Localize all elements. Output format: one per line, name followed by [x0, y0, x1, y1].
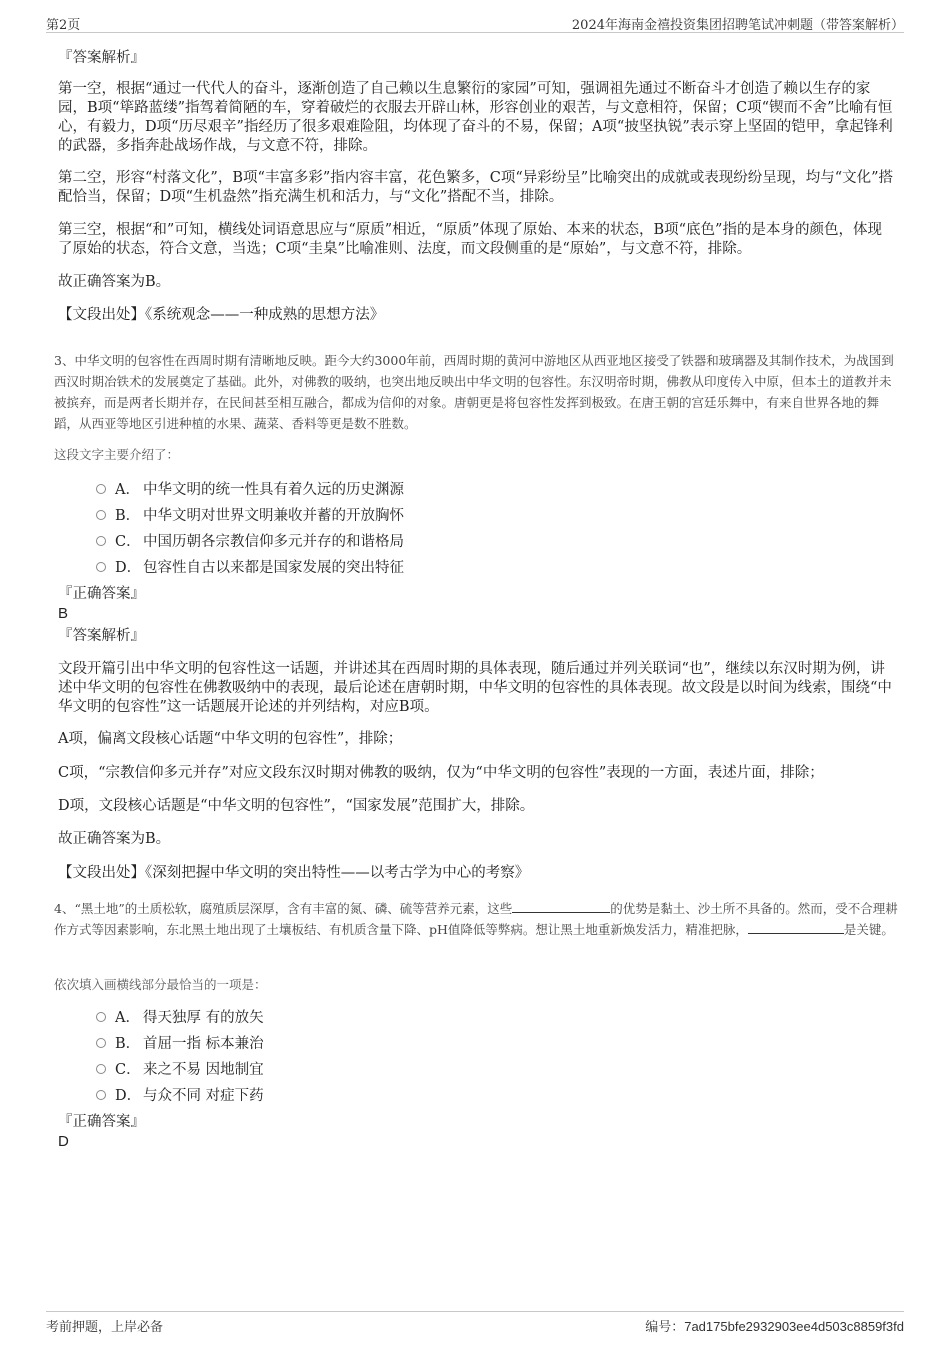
radio-icon[interactable]	[96, 484, 106, 494]
option-letter: A．	[115, 1010, 140, 1026]
option-text: 与众不同 对症下药	[143, 1088, 264, 1104]
option-a[interactable]	[96, 480, 404, 500]
option-d[interactable]	[96, 558, 404, 578]
source-citation: 【文段出处】《系统观念——一种成熟的思想方法》	[58, 307, 385, 323]
code-label: 编号：	[645, 1320, 685, 1335]
option-b[interactable]	[96, 1034, 264, 1054]
option-c[interactable]	[96, 1060, 264, 1080]
page-number: 第2页	[46, 18, 81, 33]
option-text: 中华文明的统一性具有着久远的历史渊源	[143, 482, 404, 498]
fill-blank-2	[748, 920, 844, 934]
stem-text: 是关键。	[843, 922, 894, 937]
analysis-paragraph: 第二空，形容“村落文化”，B项“丰富多彩”指内容丰富，花色繁多，C项“异彩纷呈”比喻突出的成就或表现纷纷呈现，均与“文化”搭配恰当，保留；D项“生机盎然”指充满生机和活力，与“文化”搭配不当，排除。	[58, 170, 894, 205]
question-prompt: 依次填入画横线部分最恰当的一项是：	[54, 977, 267, 992]
correct-answer: B	[58, 605, 69, 622]
option-b[interactable]	[96, 506, 404, 526]
option-text: 首屈一指 标本兼治	[143, 1036, 264, 1052]
correct-answer-label: 『正确答案』	[58, 586, 145, 602]
analysis-paragraph: C项，“宗教信仰多元并存”对应文段东汉时期对佛教的吸纳，仅为“中华文明的包容性”表现的一方面，表述片面，排除；	[58, 765, 824, 781]
option-letter: D．	[115, 1088, 142, 1104]
stem-text: 4、“黑土地”的土质松软，腐殖质层深厚，含有丰富的氮、磷、硫等营养元素，这些	[54, 901, 513, 916]
radio-icon[interactable]	[96, 1038, 106, 1048]
radio-icon[interactable]	[96, 562, 106, 572]
option-a[interactable]	[96, 1008, 264, 1028]
analysis-label: 『答案解析』	[58, 628, 145, 644]
document-title: 2024年海南金禧投资集团招聘笔试冲刺题（带答案解析）	[571, 18, 904, 33]
option-text: 中国历朝各宗教信仰多元并存的和谐格局	[143, 534, 404, 550]
option-text: 得天独厚 有的放矢	[143, 1010, 264, 1026]
page-header	[46, 10, 904, 33]
analysis-paragraph: 第一空，根据“通过一代代人的奋斗，逐渐创造了自己赖以生息繁衍的家园”可知，强调祖先通过不断奋斗才创造了赖以生存的家园，B项“筚路蓝缕”指驾着简陋的车，穿着破烂的衣服去开辟山林，形容创业的艰苦，与文意相符，保留；C项“锲而不舍”比喻有恒心，有毅力，D项“历尽艰辛”指经历了很多艰难险阻，均体现了奋斗的不易，保留；A项“披坚执锐”表示穿上坚固的铠甲，拿起锋利的武器，多指奔赴战场作战，与文意不符，排除。	[58, 81, 893, 154]
radio-icon[interactable]	[96, 1012, 106, 1022]
radio-icon[interactable]	[96, 1064, 106, 1074]
conclusion-text: 故正确答案为B。	[58, 831, 171, 847]
footer-slogan: 考前押题，上岸必备	[46, 1320, 164, 1335]
stem-text: 的优势是黏土、沙土所不具备的。然而，受不合理耕作方式等因素影响，东北黑土地出现了土壤板结、有机质含量下降、pH值降低等弊病。想让黑土地重新焕发活力，精准把脉，	[54, 901, 898, 937]
question-stem	[54, 898, 900, 940]
code-value: 7ad175bfe2932903ee4d503c8859f3fd	[684, 1319, 904, 1334]
option-letter: C．	[115, 1062, 141, 1078]
question-stem: 3、中华文明的包容性在西周时期有清晰地反映。距今大约3000年前，西周时期的黄河中游地区从西亚地区接受了铁器和玻璃器及其制作技术，为战国到西汉时期冶铁术的发展奠定了基础。此外，对佛教的吸纳，也突出地反映出中华文明的包容性。东汉明帝时期，佛教从印度传入中原，但本土的道教并未被摈弃，而是两者长期并存，在民间甚至相互融合，都成为信仰的对象。唐朝更是将包容性发挥到极致。在唐王朝的宫廷乐舞中，有来自世界各地的舞蹈，从西亚等地区引进种植的水果、蔬菜、香料等更是数不胜数。	[54, 353, 894, 431]
option-letter: C．	[115, 534, 141, 550]
option-d[interactable]	[96, 1086, 264, 1106]
analysis-paragraph: D项，文段核心话题是“中华文明的包容性”，“国家发展”范围扩大，排除。	[58, 798, 535, 814]
option-letter: D．	[115, 560, 142, 576]
option-text: 来之不易 因地制宜	[143, 1062, 264, 1078]
analysis-paragraph: 文段开篇引出中华文明的包容性这一话题，并讲述其在西周时期的具体表现，随后通过并列关联词“也”，继续以东汉时期为例，讲述中华文明的包容性在佛教吸纳中的表现，最后论述在唐朝时期，中华文明的包容性的具体表现。故文段是以时间为线索，围绕“中华文明的包容性”这一话题展开论述的并列结构，对应B项。	[58, 661, 892, 715]
question-prompt: 这段文字主要介绍了：	[54, 447, 180, 462]
option-letter: B．	[115, 508, 141, 524]
fill-blank-1	[512, 899, 610, 913]
conclusion-text: 故正确答案为B。	[58, 274, 171, 290]
analysis-label: 『答案解析』	[58, 50, 145, 66]
option-text: 包容性自古以来都是国家发展的突出特征	[143, 560, 404, 576]
option-c[interactable]	[96, 532, 404, 552]
option-letter: B．	[115, 1036, 141, 1052]
radio-icon[interactable]	[96, 536, 106, 546]
document-code	[645, 1316, 904, 1335]
option-letter: A．	[115, 482, 140, 498]
radio-icon[interactable]	[96, 1090, 106, 1100]
radio-icon[interactable]	[96, 510, 106, 520]
page-footer	[46, 1311, 904, 1336]
correct-answer-label: 『正确答案』	[58, 1114, 145, 1130]
correct-answer: D	[58, 1133, 69, 1150]
source-citation: 【文段出处】《深刻把握中华文明的突出特性——以考古学为中心的考察》	[58, 865, 530, 881]
analysis-paragraph: A项，偏离文段核心话题“中华文明的包容性”，排除；	[58, 731, 403, 747]
analysis-paragraph: 第三空，根据“和”可知，横线处词语意思应与“原质”相近，“原质”体现了原始、本来的状态，B项“底色”指的是本身的颜色，体现了原始的状态，符合文意，当选；C项“圭臬”比喻准则、法度，而文段侧重的是“原始”，与文意不符，排除。	[58, 222, 882, 257]
option-text: 中华文明对世界文明兼收并蓄的开放胸怀	[143, 508, 404, 524]
